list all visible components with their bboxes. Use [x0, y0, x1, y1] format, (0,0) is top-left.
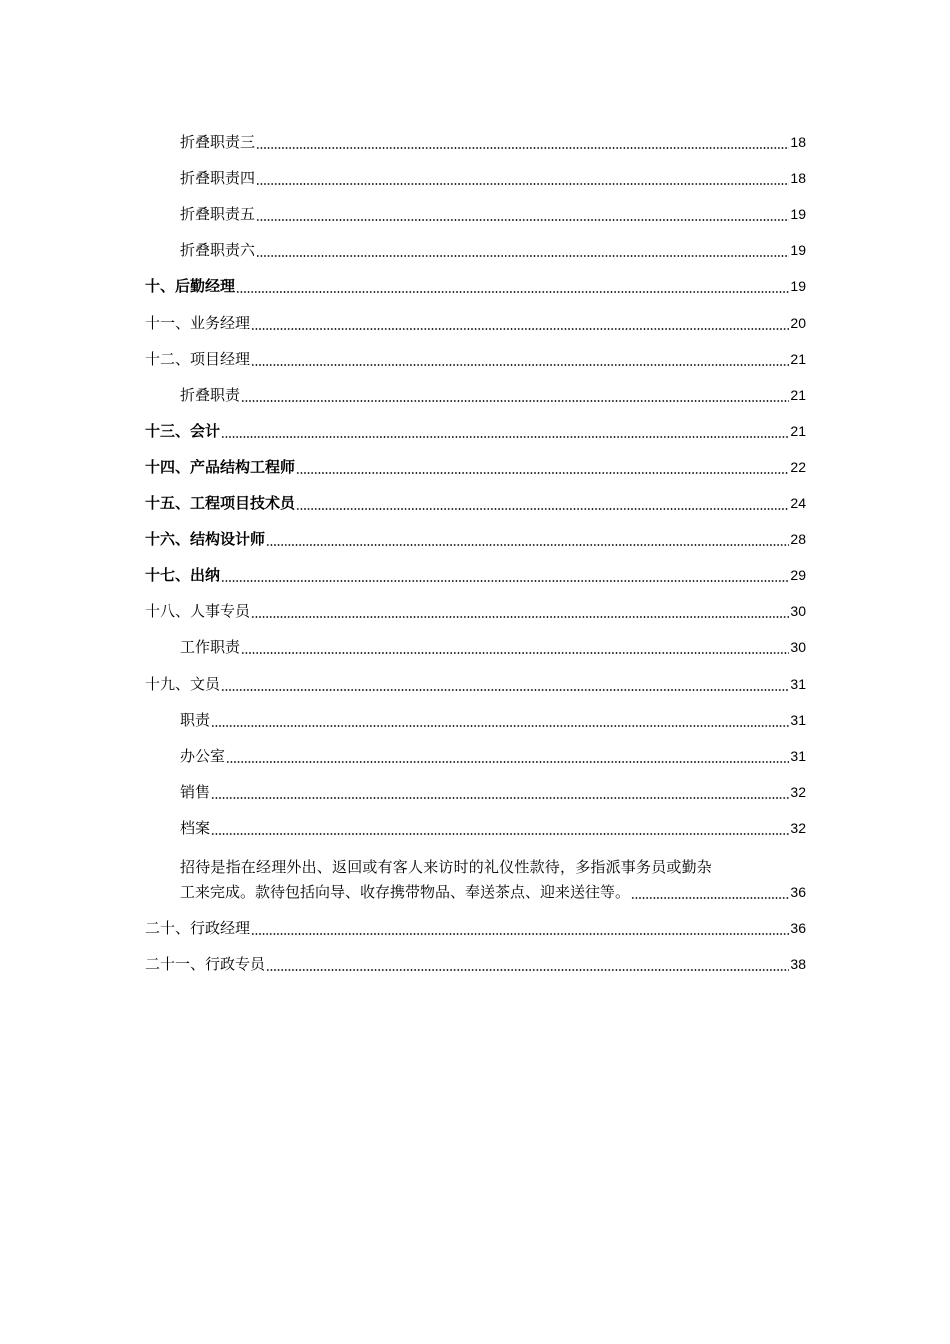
toc-leader-dots	[266, 969, 789, 971]
toc-entry-title: 折叠职责三	[180, 133, 256, 152]
toc-leader-dots	[241, 652, 789, 654]
toc-entry[interactable]	[145, 810, 806, 846]
toc-entry-multiline[interactable]	[145, 846, 806, 910]
toc-entry[interactable]	[145, 946, 806, 982]
toc-leader-dots	[256, 219, 789, 221]
toc-entry-page: 28	[790, 531, 806, 548]
toc-entry-title: 十二、项目经理	[145, 349, 251, 368]
toc-entry-page: 36	[790, 919, 806, 936]
toc-entry[interactable]	[145, 377, 806, 413]
toc-entry-page: 32	[790, 819, 806, 836]
toc-entry[interactable]	[145, 304, 806, 340]
toc-entry[interactable]	[145, 413, 806, 449]
toc-leader-dots	[251, 616, 789, 618]
toc-entry-title: 十五、工程项目技术员	[145, 494, 296, 513]
toc-leader-dots	[236, 291, 789, 293]
toc-entry-page: 21	[790, 350, 806, 367]
toc-entry[interactable]	[145, 665, 806, 701]
toc-entry-page: 18	[790, 134, 806, 151]
toc-entry-page: 19	[790, 242, 806, 259]
toc-leader-dots	[226, 761, 789, 763]
toc-entry[interactable]	[145, 629, 806, 665]
toc-entry-page: 30	[790, 639, 806, 656]
toc-entry-page: 20	[790, 314, 806, 331]
toc-entry-title: 工作职责	[180, 638, 241, 657]
toc-entry[interactable]	[145, 521, 806, 557]
toc-entry[interactable]	[145, 232, 806, 268]
toc-entry-title-line2-row	[180, 881, 806, 903]
toc-entry[interactable]	[145, 485, 806, 521]
toc-entry-page: 19	[790, 278, 806, 295]
toc-leader-dots	[221, 436, 789, 438]
toc-entry-page: 21	[790, 422, 806, 439]
toc-entry-page: 32	[790, 783, 806, 800]
toc-entry-title-line2: 工来完成。款待包括向导、收存携带物品、奉送茶点、迎来送往等。	[180, 882, 631, 901]
toc-leader-dots	[211, 833, 789, 835]
toc-entry[interactable]	[145, 196, 806, 232]
toc-leader-dots	[221, 689, 789, 691]
toc-entry-title: 办公室	[180, 746, 226, 765]
toc-entry-page: 18	[790, 170, 806, 187]
toc-leader-dots	[256, 255, 789, 257]
toc-entry-page: 31	[790, 675, 806, 692]
toc-leader-dots	[221, 580, 789, 582]
toc-entry-page: 22	[790, 458, 806, 475]
toc-leader-dots	[251, 328, 789, 330]
toc-entry-title: 折叠职责	[180, 385, 241, 404]
toc-entry-title: 十三、会计	[145, 421, 221, 440]
toc-entry-page: 24	[790, 495, 806, 512]
toc-entry-title: 十四、产品结构工程师	[145, 457, 296, 476]
toc-entry-page: 29	[790, 567, 806, 584]
toc-entry-page: 38	[790, 956, 806, 973]
toc-entry-title: 销售	[180, 782, 211, 801]
toc-entry[interactable]	[145, 774, 806, 810]
toc-entry-title: 折叠职责五	[180, 205, 256, 224]
toc-leader-dots	[631, 897, 789, 899]
toc-entry[interactable]	[145, 449, 806, 485]
toc-leader-dots	[211, 797, 789, 799]
toc-entry[interactable]	[145, 160, 806, 196]
toc-entry-title: 档案	[180, 818, 211, 837]
toc-entry-title: 职责	[180, 710, 211, 729]
toc-entry-multiline-text	[180, 853, 806, 903]
toc-entry[interactable]	[145, 910, 806, 946]
toc-entry-title: 十一、业务经理	[145, 313, 251, 332]
toc-entry[interactable]	[145, 702, 806, 738]
toc-entry-title: 十八、人事专员	[145, 602, 251, 621]
toc-leader-dots	[266, 544, 789, 546]
toc-entry-title-line1: 招待是指在经理外出、返回或有客人来访时的礼仪性款待，多指派事务员或勤杂	[180, 857, 713, 876]
toc-leader-dots	[241, 400, 789, 402]
toc-entry[interactable]	[145, 341, 806, 377]
toc-entry-title: 折叠职责六	[180, 241, 256, 260]
toc-leader-dots	[256, 183, 789, 185]
toc-entry-title: 十七、出纳	[145, 566, 221, 585]
table-of-contents	[145, 124, 806, 982]
toc-entry-page: 21	[790, 386, 806, 403]
toc-entry[interactable]	[145, 557, 806, 593]
toc-entry-title: 十九、文员	[145, 674, 221, 693]
toc-entry[interactable]	[145, 593, 806, 629]
toc-entry-title: 折叠职责四	[180, 169, 256, 188]
toc-entry-title: 十六、结构设计师	[145, 530, 266, 549]
toc-leader-dots	[251, 933, 789, 935]
toc-entry[interactable]	[145, 124, 806, 160]
toc-entry-title: 十、后勤经理	[145, 277, 236, 296]
toc-entry-page: 31	[790, 747, 806, 764]
toc-leader-dots	[251, 364, 789, 366]
toc-entry-title: 二十、行政经理	[145, 918, 251, 937]
toc-entry-page: 19	[790, 206, 806, 223]
toc-entry[interactable]	[145, 268, 806, 304]
toc-entry[interactable]	[145, 738, 806, 774]
toc-leader-dots	[296, 472, 789, 474]
toc-leader-dots	[256, 147, 789, 149]
toc-entry-page: 31	[790, 711, 806, 728]
toc-leader-dots	[296, 508, 789, 510]
toc-leader-dots	[211, 725, 789, 727]
toc-entry-page: 30	[790, 603, 806, 620]
toc-entry-page: 36	[790, 883, 806, 900]
toc-entry-title: 二十一、行政专员	[145, 955, 266, 974]
